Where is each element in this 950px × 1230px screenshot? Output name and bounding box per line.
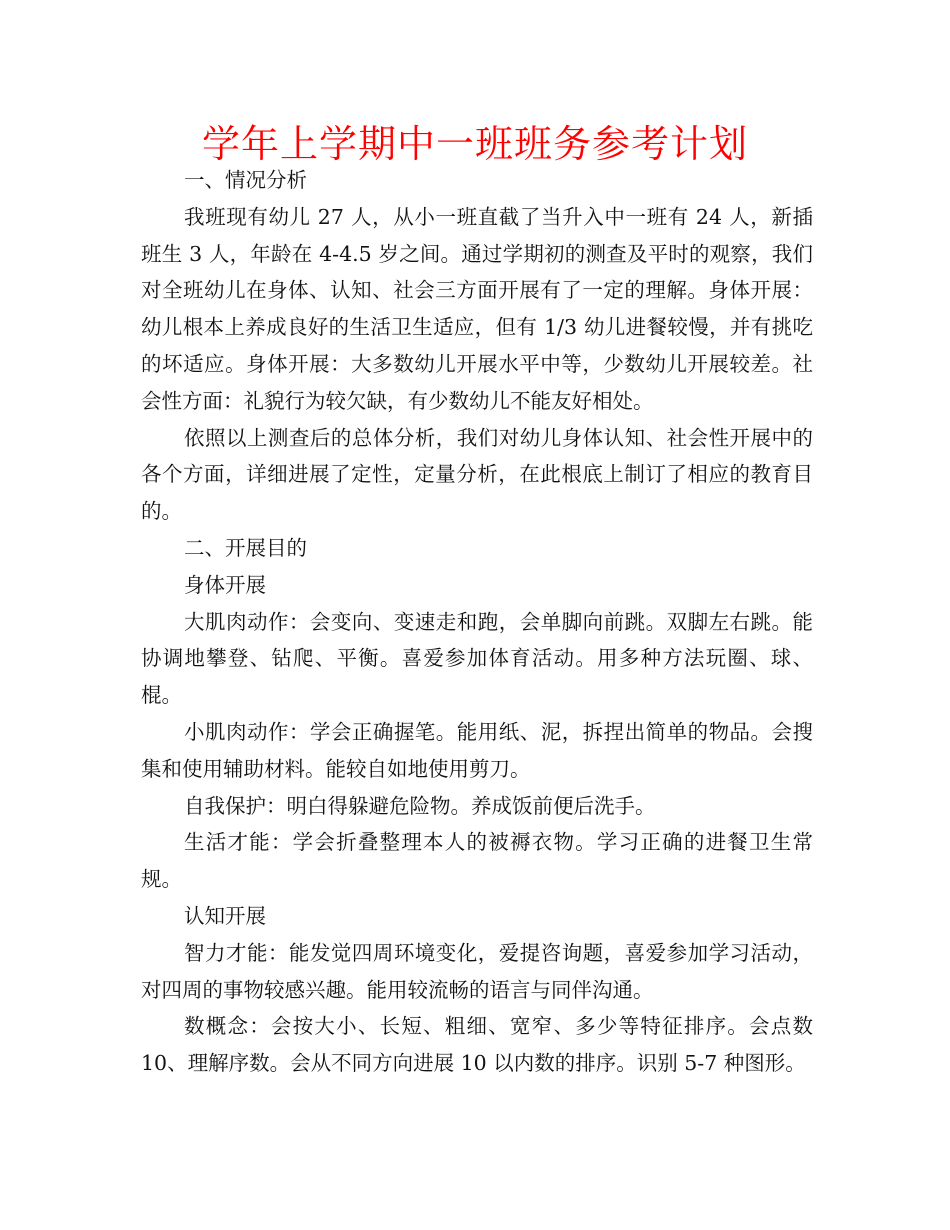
subsection-heading: 认知开展 [184, 903, 266, 928]
paragraph: 依照以上测查后的总体分析，我们对幼儿身体认知、社会性开展中的各个方面，详细进展了定性，定量分析，在此根底上制订了相应的教育目的。 [141, 425, 813, 524]
document-title: 学年上学期中一班班务参考计划 [201, 122, 748, 166]
paragraph: 我班现有幼儿 27 人，从小一班直截了当升入中一班有 24 人，新插班生 3 人，年龄在 4-4.5 岁之间。通过学期初的测查及平时的观察，我们对全班幼儿在身体、认知、社会三方面开展有了一定的理解。身体开展：幼儿根本上养成良好的生活卫生适应，但有 1/3 幼儿进餐较慢，并有挑吃的坏适应。身体开展：大多数幼儿开展水平中等，少数幼儿开展较差。社会性方面：礼貌行为较欠缺，有少数幼儿不能友好相处。 [141, 204, 813, 413]
section-heading: 二、开展目的 [184, 535, 307, 560]
paragraph: 数概念：会按大小、长短、粗细、宽窄、多少等特征排序。会点数 10、理解序数。会从不同方向进展 10 以内数的排序。识别 5-7 种图形。 [141, 1014, 813, 1076]
document-body [141, 162, 813, 1082]
paragraph: 小肌肉动作：学会正确握笔。能用纸、泥，拆捏出简单的物品。会搜集和使用辅助材料。能较自如地使用剪刀。 [141, 719, 813, 781]
paragraph: 自我保护：明白得躲避危险物。养成饭前便后洗手。 [184, 793, 656, 818]
paragraph: 智力才能：能发觉四周环境变化，爱提咨询题，喜爱参加学习活动，对四周的事物较感兴趣。能用较流畅的语言与同伴沟通。 [141, 940, 813, 1002]
subsection-heading: 身体开展 [184, 572, 266, 597]
paragraph: 大肌肉动作：会变向、变速走和跑，会单脚向前跳。双脚左右跳。能协调地攀登、钻爬、平衡。喜爱参加体育活动。用多种方法玩圈、球、棍。 [141, 609, 813, 708]
paragraph: 生活才能：学会折叠整理本人的被褥衣物。学习正确的进餐卫生常规。 [141, 830, 813, 892]
section-heading: 一、情况分析 [184, 168, 307, 192]
